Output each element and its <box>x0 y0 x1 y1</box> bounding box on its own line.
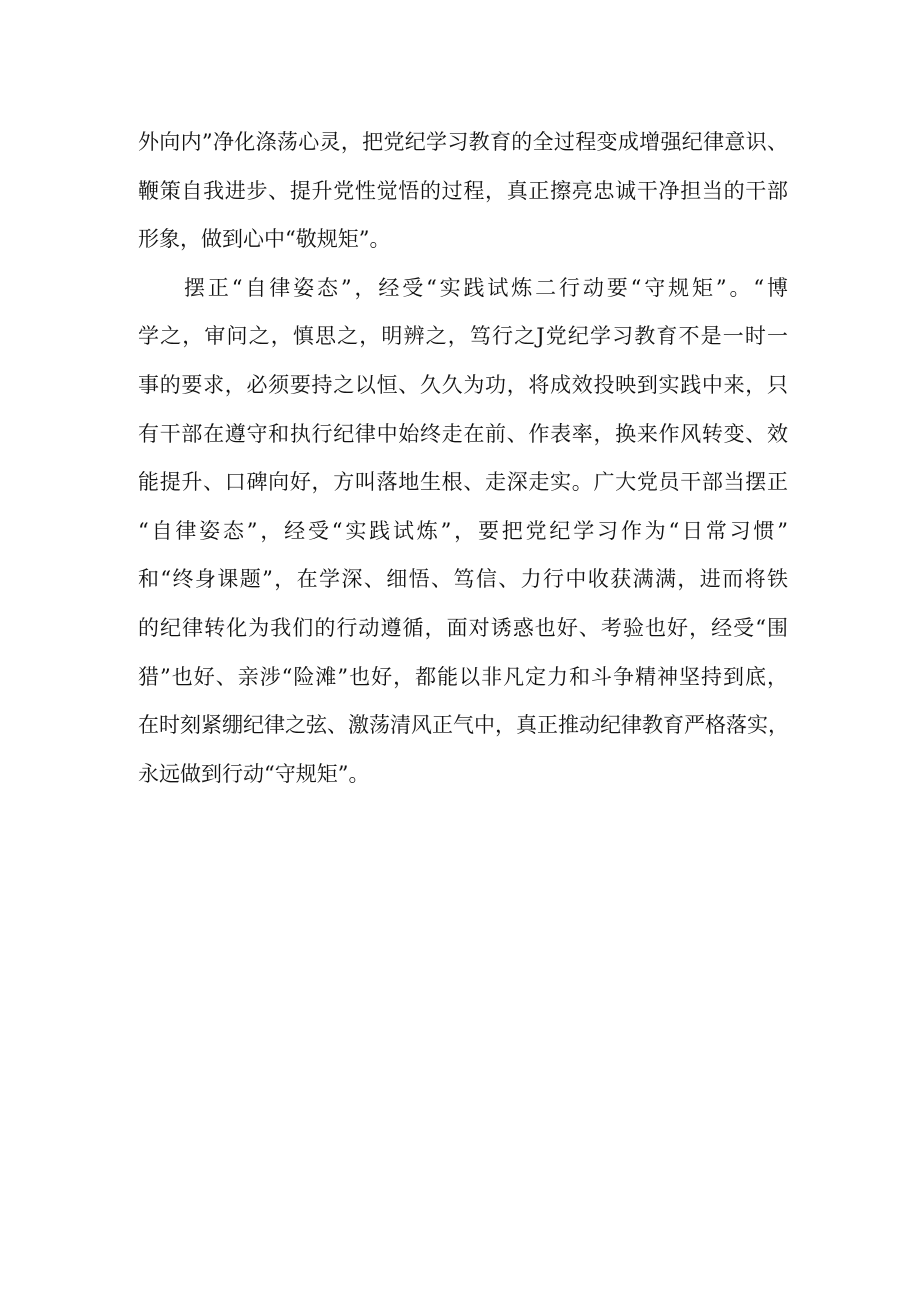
text-line: 在时刻紧绷纪律之弦、激荡清风正气中，真正推动纪律教育严格落实， <box>138 713 789 738</box>
paragraph-1 <box>138 118 788 264</box>
paragraph-2 <box>138 264 788 799</box>
text-line: 永远做到行动“守规矩”。 <box>138 761 370 786</box>
text-line: 摆正“自律姿态”，经受“实践试炼二行动要“守规矩”。“博 <box>184 275 788 300</box>
text-line: 的纪律转化为我们的行动遵循，面对诱惑也好、考验也好，经受“围 <box>138 615 788 640</box>
text-line: 猎”也好、亲涉“险滩”也好，都能以非凡定力和斗争精神坚持到底， <box>138 664 788 689</box>
text-line: 能提升、口碑向好，方叫落地生根、走深走实。广大党员干部当摆正 <box>138 470 788 495</box>
text-line: 学之，审问之，慎思之，明辨之，笃行之J党纪学习教育不是一时一 <box>138 324 788 349</box>
document-body <box>138 118 788 798</box>
text-line: “自律姿态”，经受“实践试炼”，要把党纪学习作为“日常习惯” <box>138 518 788 543</box>
text-line: 外向内”净化涤荡心灵，把党纪学习教育的全过程变成增强纪律意识、 <box>138 130 788 154</box>
text-line: 形象，做到心中“敬规矩”。 <box>138 227 391 252</box>
text-line: 和“终身课题”，在学深、细悟、笃信、力行中收获满满，进而将铁 <box>138 567 788 592</box>
text-line: 有干部在遵守和执行纪律中始终走在前、作表率，换来作风转变、效 <box>138 421 788 446</box>
text-line: 鞭策自我进步、提升党性觉悟的过程，真正擦亮忠诚干净担当的干部 <box>138 178 788 203</box>
text-line: 事的要求，必须要持之以恒、久久为功，将成效投映到实践中来，只 <box>138 372 788 397</box>
